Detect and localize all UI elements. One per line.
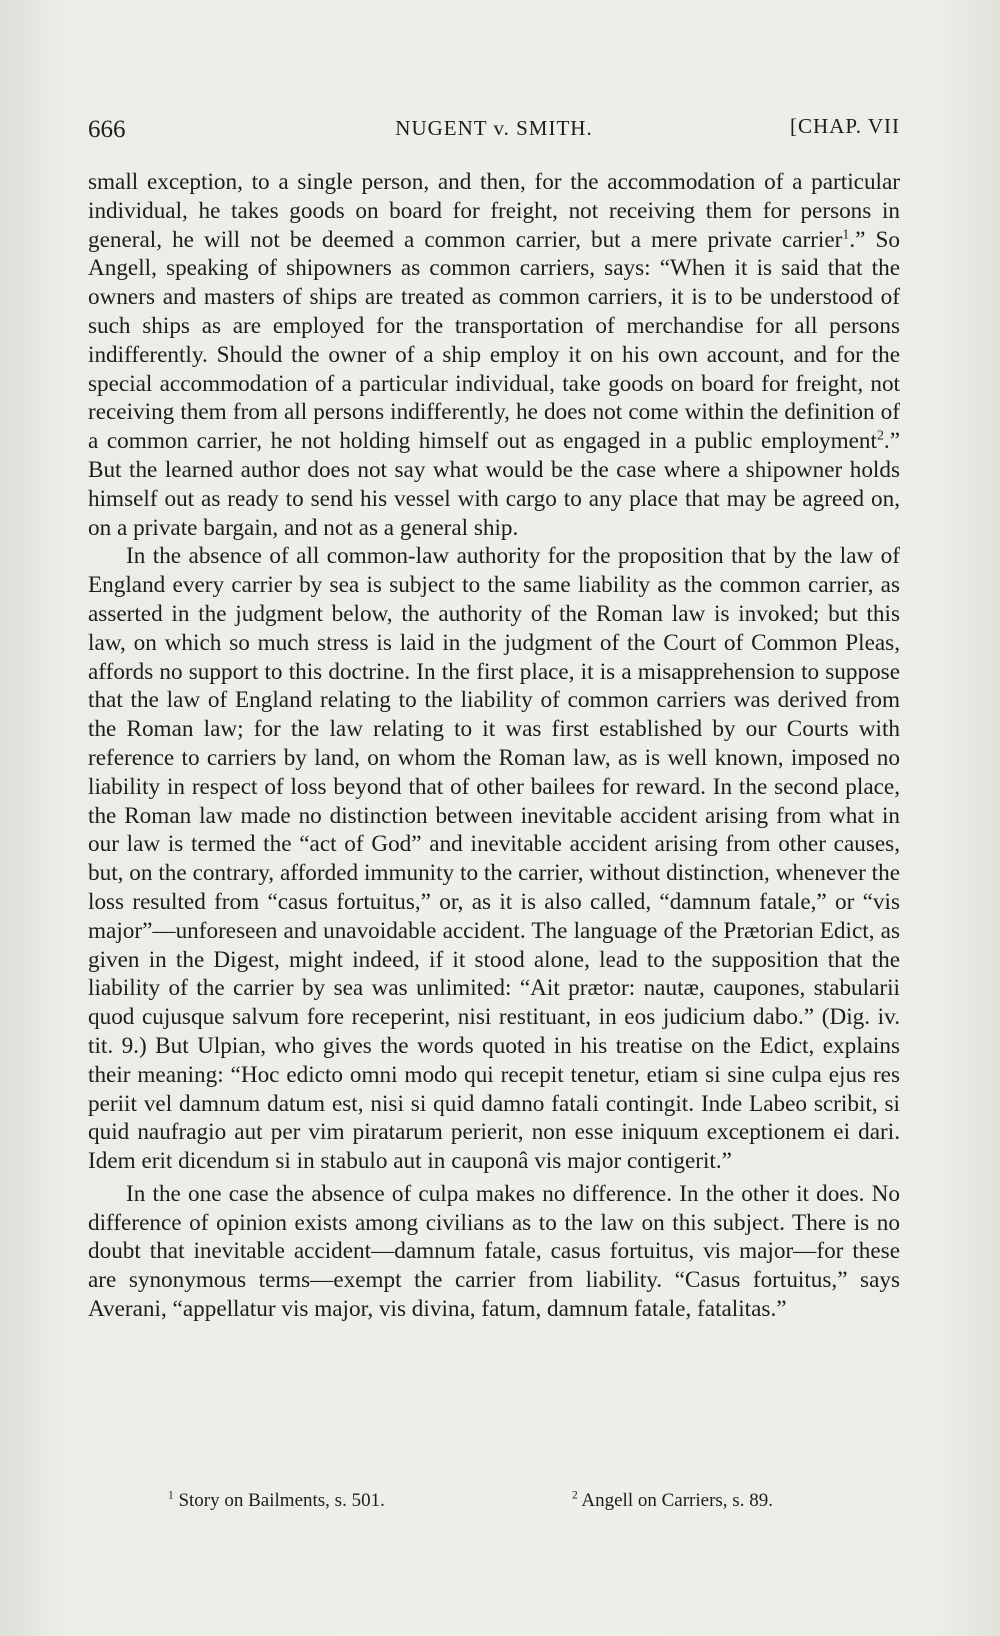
footnote-2-marker: 2 <box>572 1489 578 1502</box>
paragraph-1-text-b: .” So Angell, speaking of shipowners as common carriers, says: “When it is said that the owners and masters of ships are treated as common carriers, it is to be understood of such ships as are employed for the transportation of merchandise for all persons indifferently. Should the owner of a ship employ it on his own account, and for the special accommodation of a particular individual, take goods on board for freight, not receiving them from all persons indifferently, he does not come within the definition of a common carrier, he not holding himself out as engaged in a public employment <box>88 226 900 455</box>
paragraph-1-text-a: small exception, to a single person, and then, for the accommodation of a particular individual, he takes goods on board for freight, not receiving them for persons in general, he will not be deemed a common carrier, but a mere private carrier <box>88 169 900 253</box>
main-text <box>88 168 900 1324</box>
paragraph-1 <box>88 168 900 542</box>
page-number: 666 <box>88 116 126 143</box>
footnote-ref-2: 2 <box>876 428 884 444</box>
footnote-2 <box>572 1490 773 1512</box>
footnote-1 <box>168 1490 385 1512</box>
footnote-1-marker: 1 <box>168 1489 174 1502</box>
footnote-1-text: Story on Bailments, s. 501. <box>178 1490 385 1511</box>
paragraph-2: In the absence of all common-law authority for the proposition that by the law of England every carrier by sea is subject to the same liability as the common carrier, as asserted in the judgment below, the authority of the Roman law is invoked; but this law, on which so much stress is laid in the judgment of the Court of Common Pleas, affords no support to this doctrine. In the first place, it is a misapprehension to suppose that the law of England relating to the liability of common carriers was derived from the Roman law; for the law relating to it was first established by our Courts with reference to carriers by land, on whom the Roman law, as is well known, imposed no liability in respect of loss beyond that of other bailees for reward. In the second place, the Roman law made no distinction between inevitable accident arising from what in our law is termed the “act of God” and inevitable accident arising from other causes, but, on the contrary, afforded immunity to the carrier, without distinction, whenever the loss resulted from “casus fortuitus,” or, as it is also called, “damnum fatale,” or “vis major”—unforeseen and unavoidable accident. The language of the Prætorian Edict, as given in the Digest, might indeed, if it stood alone, lead to the supposition that the liability of the carrier by sea was unlimited: “Ait prætor: nautæ, caupones, stabularii quod cujusque salvum fore receperint, nisi restituant, in eos judicium dabo.” (Dig. iv. tit. 9.) But Ulpian, who gives the words quoted in his treatise on the Edict, explains their meaning: “Hoc edicto omni modo qui recepit tenetur, etiam si sine culpa ejus res periit vel damnum datum est, nisi si quid damno fatali contingit. Inde Labeo scribit, si quid naufragio aut per vim piratarum perierit, non esse iniquum exceptionem ei dari. Idem erit dicendum si in stabulo aut in cauponâ vis major contigerit.” <box>88 543 900 1175</box>
footnotes <box>88 1490 900 1520</box>
footnote-ref-1: 1 <box>842 226 850 242</box>
page-header <box>88 112 900 152</box>
chapter-label: [CHAP. VII <box>790 114 900 138</box>
paragraph-1-text-c: .” But the learned author does not say what would be the case where a shipowner holds himself out as ready to send his vessel with cargo to any place that may be agreed on, on a private bargain, and not as a general ship. <box>88 428 900 541</box>
footnote-2-text: Angell on Carriers, s. 89. <box>581 1490 773 1511</box>
paragraph-3: In the one case the absence of culpa makes no difference. In the other it does. No difference of opinion exists among civilians as to the law on this subject. There is no doubt that inevitable accident—damnum fatale, casus fortuitus, vis major—for these are synonymous terms—exempt the carrier from liability. “Casus fortuitus,” says Averani, “appellatur vis major, vis divina, fatum, damnum fatale, fatalitas.” <box>88 1180 900 1323</box>
running-title: NUGENT v. SMITH. <box>395 116 593 140</box>
